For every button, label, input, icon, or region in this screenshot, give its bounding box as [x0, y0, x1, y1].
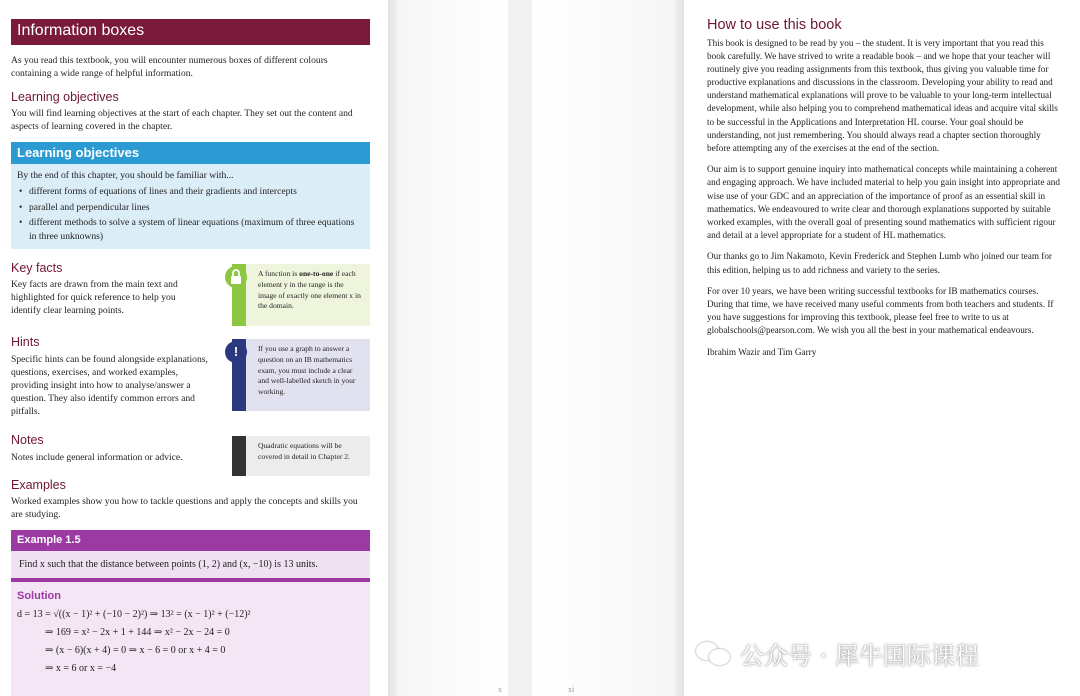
hints-box-text: If you use a graph to answer a question on an IB mathematics exam, you must include a clear and well-labelled sketch in your working. — [258, 344, 356, 397]
info-boxes-header: Information boxes — [11, 19, 370, 45]
page-title: How to use this book — [707, 17, 842, 33]
notes-desc: Notes include general information or advice. — [11, 452, 183, 463]
key-facts-box-text-post: if each element y in the range is the image of exactly one element x in the domain. — [258, 269, 361, 311]
paragraph: Our thanks go to Jim Nakamoto, Kevin Frederick and Stephen Lumb who joined our team for this edition, helping us to add richness and variety to the series. — [707, 251, 1052, 275]
watermark — [696, 638, 979, 668]
page-gutter-right — [674, 0, 684, 696]
learning-objectives-box — [11, 142, 370, 249]
right-page — [684, 0, 1080, 696]
key-facts-box-text-pre: A function is — [258, 269, 300, 278]
page-spine-right — [532, 0, 674, 696]
watermark-text: 公众号 · 犀牛国际课程 — [740, 641, 979, 670]
page-number-left: x — [498, 685, 502, 694]
example-title: Example 1.5 — [11, 530, 370, 551]
examples-desc: Worked examples show you how to tackle questions and apply the concepts and skills you are studying. — [11, 496, 358, 520]
notes-box — [232, 436, 370, 476]
paragraph: For over 10 years, we have been writing successful textbooks for IB mathematics courses. During that time, we have received many useful comments from both teachers and students. If you have suggestions for improving this textbook, please feel free to write to us at globalschools@pearson.com. We wish you all the best in your mathematical endeavours. — [707, 286, 1054, 336]
solution-line: ⇒ x = 6 or x = −4 — [45, 663, 117, 674]
solution-line: ⇒ 169 = x² − 2x + 1 + 144 ⇒ x² − 2x − 24 = 0 — [45, 627, 230, 638]
notes-bar — [232, 436, 246, 476]
key-facts-heading: Key facts — [11, 261, 63, 275]
page-spine-left — [398, 0, 508, 696]
learning-objectives-list — [17, 184, 364, 244]
paragraph: Our aim is to support genuine inquiry into mathematical concepts while maintaining a coherent and engaging approach. We have included material to help you gain insight into appropriate and wise use of your GDC and an appreciation of the importance of proof as an essential skill in mathematics. We endeavoured to write clear and thorough explanations supported by suitable worked examples, with the overall goal of presenting sound mathematics with sufficient rigour and detail at a level appropriate for a student of HL mathematics. — [707, 164, 1060, 240]
list-item: • different forms of equations of lines and their gradients and intercepts — [17, 184, 364, 200]
notes-heading: Notes — [11, 433, 44, 447]
examples-heading: Examples — [11, 478, 66, 492]
right-page-body — [707, 37, 1063, 368]
solution-label: Solution — [17, 590, 61, 602]
page-number-right: xi — [568, 685, 575, 694]
key-facts-desc: Key facts are drawn from the main text and highlighted for quick reference to help you identify clear learning points. — [11, 279, 178, 316]
intro-paragraph: As you read this textbook, you will encounter numerous boxes of different colours containing a wide range of helpful information. — [11, 55, 328, 79]
hints-box — [232, 339, 370, 411]
hints-desc: Specific hints can be found alongside explanations, questions, exercises, and worked examples, providing insight into how to analyse/answer a question. They also identify common errors and pitfalls. — [11, 354, 208, 417]
list-item: • different methods to solve a system of linear equations (maximum of three equations in three unknowns) — [17, 216, 364, 244]
learning-objectives-box-title: Learning objectives — [11, 142, 370, 164]
notes-box-text: Quadratic equations will be covered in detail in Chapter 2. — [258, 441, 350, 461]
list-item: • parallel and perpendicular lines — [17, 200, 364, 216]
exclamation-icon: ! — [225, 341, 247, 363]
solution-line: d = 13 = √((x − 1)² + (−10 − 2)²) ⇒ 13² = (x − 1)² + (−12)² — [17, 609, 251, 620]
page-gutter-left — [388, 0, 398, 696]
key-facts-box-bold: one-to-one — [299, 269, 334, 278]
signature: Ibrahim Wazir and Tim Garry — [707, 346, 817, 357]
solution-box — [11, 582, 370, 696]
lock-icon — [225, 266, 247, 288]
learning-objectives-box-body — [11, 164, 370, 248]
key-facts-box — [232, 264, 370, 326]
learning-objectives-lead: By the end of this chapter, you should be familiar with... — [17, 170, 234, 181]
wechat-icon — [696, 640, 732, 666]
learning-objectives-desc: You will find learning objectives at the start of each chapter. They set out the content and aspects of learning covered in the chapter. — [11, 108, 353, 132]
paragraph: This book is designed to be read by you – the student. It is very important that you read this book carefully. We have strived to write a readable book – and we hope that your teacher will routinely give you reading assignments from this textbook, thus giving you valuable time for productive explanations and discussions in the classroom. Developing your ability to read and understand mathematical explanations will prove to be valuable to your long-term intellectual development, while also helping you to comprehend mathematical ideas and acquire vital skills to be successful in the Applications and Interpretation HL course. Your goal should be understanding, not just remembering. You should always read a chapter section thoroughly before attempting any of the exercises at the end of the section. — [707, 38, 1058, 153]
hints-heading: Hints — [11, 335, 40, 349]
learning-objectives-heading: Learning objectives — [11, 90, 119, 104]
example-question: Find x such that the distance between points (1, 2) and (x, −10) is 13 units. — [11, 551, 370, 578]
solution-line: ⇒ (x − 6)(x + 4) = 0 ⇒ x − 6 = 0 or x + 4 = 0 — [45, 645, 226, 656]
left-page — [0, 0, 388, 696]
